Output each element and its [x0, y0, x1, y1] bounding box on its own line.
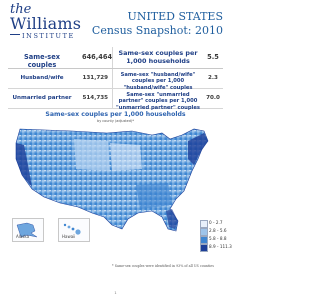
hawaii-inset — [58, 218, 90, 242]
legend-swatch — [200, 228, 208, 236]
stat-label: Husband/wife — [20, 75, 64, 81]
stat-description: Same-sex "unmarried partner" couples per 1,000 "unmarried partner" couples — [116, 92, 200, 111]
legend-swatch — [200, 244, 208, 252]
logo-institute: INSTITUTE — [22, 32, 75, 40]
logo-name: Williams — [10, 14, 82, 33]
column-divider — [112, 47, 113, 68]
midwest-light-area — [110, 143, 142, 171]
column-divider — [112, 89, 113, 108]
legend-swatch — [200, 236, 208, 244]
alaska-inset — [12, 218, 44, 242]
column-divider — [112, 69, 113, 88]
legend-label: 2.8 - 5.6 — [209, 228, 227, 233]
stats-table — [8, 47, 223, 109]
stat-label: Same-sex couples — [24, 53, 60, 69]
stats-row-husband-wife — [8, 69, 223, 89]
stats-row-unmarried-partner — [8, 89, 223, 109]
plains-light-area — [74, 139, 110, 171]
hawaii-island — [64, 224, 66, 226]
title-line-2: Census Snapshot: 2010 — [91, 24, 223, 37]
stat-value: 131,729 — [82, 75, 108, 81]
stats-row-same-sex-couples — [8, 47, 223, 69]
legend-label: 5.8 - 8.8 — [209, 236, 227, 241]
southeast-mid-area — [136, 183, 172, 209]
page-number: 1 — [114, 291, 117, 295]
hawaii-island — [72, 228, 75, 231]
legend-swatch — [200, 220, 208, 228]
hawaii-label: Hawaii — [62, 234, 76, 239]
stat-rate: 2.3 — [208, 75, 218, 81]
williams-institute-logo — [8, 2, 92, 42]
legend-item — [200, 220, 230, 227]
map-subtitle: by county (adjusted)* — [97, 119, 134, 123]
stat-rate: 70.0 — [206, 95, 220, 101]
hawaii-island — [68, 226, 71, 229]
stat-description: Same-sex couples per 1,000 households — [118, 49, 198, 65]
legend-label: 0 - 2.7 — [209, 220, 223, 225]
page-title — [92, 10, 223, 38]
legend-item — [200, 244, 230, 251]
legend-item — [200, 236, 230, 243]
stat-label: Unmarried partner — [12, 95, 72, 101]
stat-rate: 5.5 — [207, 53, 219, 61]
hawaii-island — [75, 229, 80, 234]
stat-description: Same-sex "husband/wife" couples per 1,000 "husband/wife" couples — [120, 72, 196, 91]
stat-value: 514,735 — [82, 95, 108, 101]
title-line-1: UNITED STATES — [127, 10, 223, 23]
alaska-label: Alaska — [16, 234, 30, 239]
legend-item — [200, 228, 230, 235]
logo-rule — [10, 34, 20, 35]
logo-the: the — [10, 2, 32, 17]
map-title: Same-sex couples per 1,000 households — [45, 111, 186, 118]
footnote: * Same-sex couples were identified in 93% of all US counties — [112, 264, 214, 268]
stat-value: 646,464 — [82, 53, 113, 61]
legend-label: 8.9 - 111.3 — [209, 244, 232, 249]
